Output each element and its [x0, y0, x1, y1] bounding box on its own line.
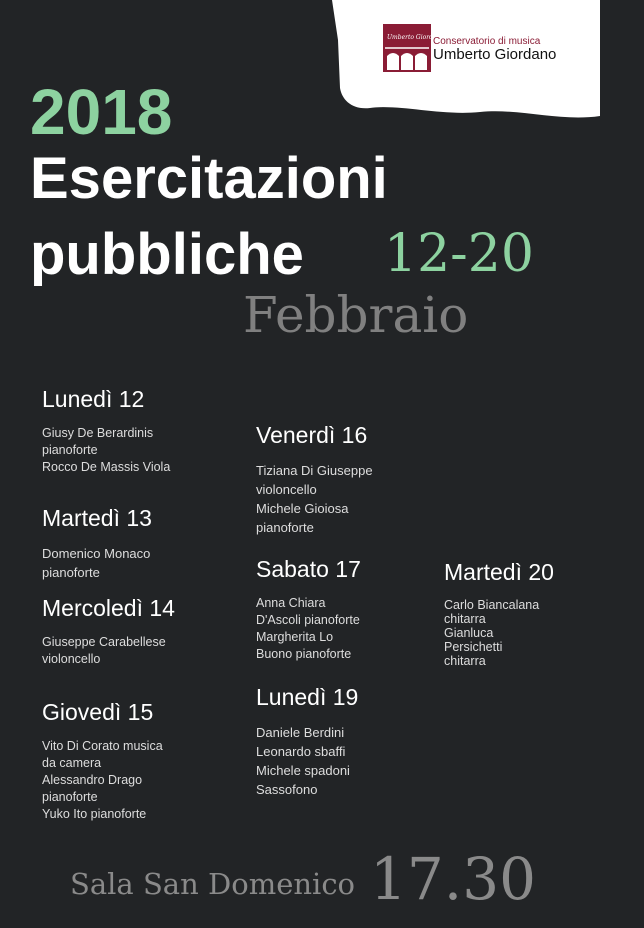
venue: Sala San Domenico — [70, 867, 356, 901]
day-block-tuesday-20 — [444, 561, 644, 668]
performer-line: violoncello — [42, 652, 101, 666]
performer-line: chitarra — [444, 612, 486, 626]
performer-line: Rocco De Massis Viola — [42, 460, 171, 474]
performer-line: Persichetti — [444, 640, 503, 654]
performer-line: pianoforte — [42, 565, 100, 580]
performer-line: Sassofono — [256, 782, 318, 797]
year: 2018 — [30, 76, 173, 148]
performer-line: Domenico Monaco — [42, 546, 151, 561]
day-block-monday-12 — [42, 388, 242, 476]
day-block-saturday-17 — [256, 558, 456, 663]
performer-line: Leonardo sbaffi — [256, 744, 346, 759]
performer-line: Yuko Ito pianoforte — [42, 807, 147, 821]
performer-line: Carlo Biancalana — [444, 598, 540, 612]
day-title: Martedì 13 — [42, 505, 152, 531]
performer-line: D'Ascoli pianoforte — [256, 613, 360, 627]
performer-line: da camera — [42, 756, 102, 770]
month: Febbraio — [243, 286, 469, 344]
day-title: Lunedì 19 — [256, 684, 359, 710]
day-title: Martedì 20 — [444, 559, 554, 585]
performer-line: Michele spadoni — [256, 763, 350, 778]
event-time: 17.30 — [370, 845, 537, 913]
day-title: Sabato 17 — [256, 556, 361, 582]
performer-line: pianoforte — [256, 520, 314, 535]
performer-line: violoncello — [256, 482, 317, 497]
performer-line: chitarra — [444, 654, 486, 668]
performer-line: Tiziana Di Giuseppe — [256, 463, 373, 478]
day-title: Giovedì 15 — [42, 699, 154, 725]
title-line-2: pubbliche — [30, 222, 304, 287]
performer-line: Gianluca — [444, 626, 494, 640]
logo-signature: Umberto Giordano — [387, 34, 445, 41]
day-block-monday-19 — [256, 686, 456, 799]
day-block-thursday-15 — [42, 701, 242, 823]
day-title: Mercoledì 14 — [42, 595, 175, 621]
day-block-wednesday-14 — [42, 597, 242, 668]
performer-line: Giusy De Berardinis — [42, 426, 154, 440]
title-line-1: Esercitazioni — [30, 146, 388, 211]
performer-line: Daniele Berdini — [256, 725, 345, 740]
performer-line: Giuseppe Carabellese — [42, 635, 166, 649]
conservatory-logo-icon — [383, 24, 445, 72]
performer-line: Vito Di Corato musica — [42, 739, 163, 753]
performer-line: Alessandro Drago — [42, 773, 143, 787]
logo-name: Umberto Giordano — [433, 46, 557, 63]
date-range: 12-20 — [384, 224, 534, 284]
day-title: Venerdì 16 — [256, 422, 368, 448]
logo-subtitle: Conservatorio di musica — [433, 36, 541, 47]
performer-line: Margherita Lo — [256, 630, 334, 644]
performer-line: Anna Chiara — [256, 596, 326, 610]
performer-line: Michele Gioiosa — [256, 501, 349, 516]
performer-line: Buono pianoforte — [256, 647, 352, 661]
day-title: Lunedì 12 — [42, 386, 145, 412]
day-block-tuesday-13 — [42, 507, 242, 582]
performer-line: pianoforte — [42, 443, 98, 457]
day-block-friday-16 — [256, 424, 456, 537]
performer-line: pianoforte — [42, 790, 98, 804]
